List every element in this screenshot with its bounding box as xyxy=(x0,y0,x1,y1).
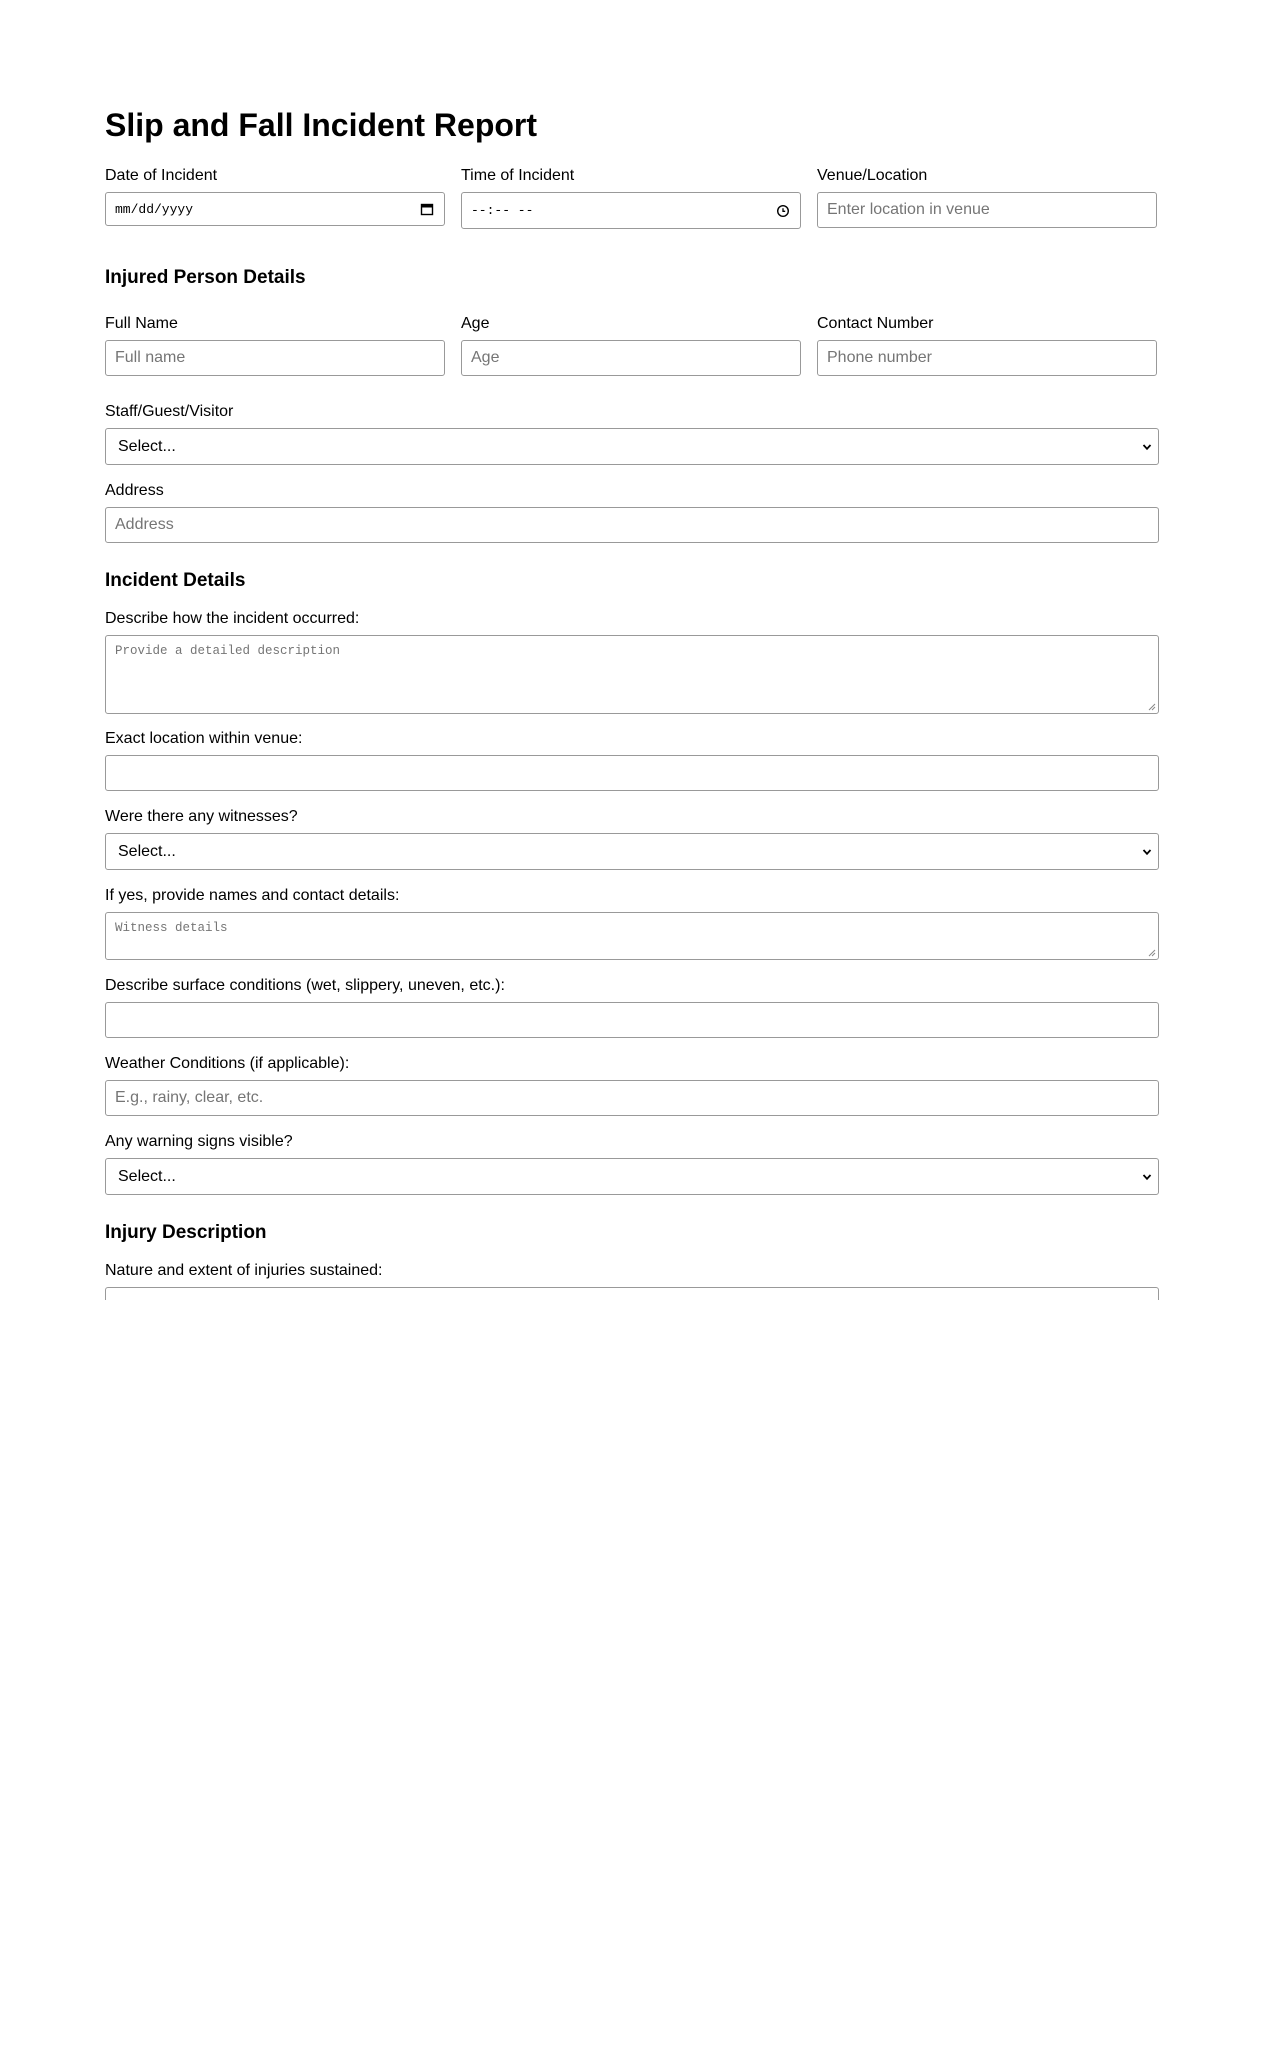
exact-location-label: Exact location within venue: xyxy=(105,730,303,747)
resize-grip-icon[interactable] xyxy=(1147,948,1156,957)
weather-input[interactable] xyxy=(105,1080,1159,1116)
injury-heading: Injury Description xyxy=(105,1222,267,1243)
injury-nature-label: Nature and extent of injuries sustained: xyxy=(105,1262,383,1279)
witnesses-select[interactable] xyxy=(105,833,1159,870)
witnesses-selected-value: Select... xyxy=(118,842,176,860)
witness-details-textarea[interactable] xyxy=(105,912,1159,960)
venue-group xyxy=(817,166,1157,229)
age-label: Age xyxy=(461,315,490,332)
contact-number-input[interactable] xyxy=(817,340,1157,376)
calendar-icon[interactable] xyxy=(419,201,435,217)
injury-nature-textarea[interactable] xyxy=(105,1287,1159,1300)
incident-heading: Incident Details xyxy=(105,570,246,591)
signs-selected-value: Select... xyxy=(118,1167,176,1185)
name-group xyxy=(105,314,445,376)
date-label: Date of Incident xyxy=(105,167,218,184)
signs-label: Any warning signs visible? xyxy=(105,1133,293,1150)
incident-basic-row xyxy=(105,166,1159,229)
age-group xyxy=(461,314,801,376)
witness-details-placeholder: Witness details xyxy=(115,921,228,935)
clock-icon[interactable] xyxy=(775,203,791,219)
time-input[interactable] xyxy=(461,192,801,229)
person-row xyxy=(105,314,1159,376)
name-label: Full Name xyxy=(105,315,178,332)
contact-group xyxy=(817,314,1157,376)
role-label: Staff/Guest/Visitor xyxy=(105,403,234,420)
address-input[interactable] xyxy=(105,507,1159,543)
warning-signs-select[interactable] xyxy=(105,1158,1159,1195)
address-label: Address xyxy=(105,482,164,499)
date-group xyxy=(105,166,445,229)
witnesses-label: Were there any witnesses? xyxy=(105,808,298,825)
surface-label: Describe surface conditions (wet, slippery, uneven, etc.): xyxy=(105,977,505,994)
resize-grip-icon[interactable] xyxy=(1147,702,1156,711)
date-input[interactable] xyxy=(105,192,445,226)
age-input[interactable] xyxy=(461,340,801,376)
time-placeholder: --:-- -- xyxy=(471,203,534,218)
date-placeholder: mm/dd/yyyy xyxy=(115,201,194,217)
full-name-input[interactable] xyxy=(105,340,445,376)
venue-input[interactable] xyxy=(817,192,1157,228)
weather-label: Weather Conditions (if applicable): xyxy=(105,1055,350,1072)
role-select[interactable] xyxy=(105,428,1159,465)
venue-label: Venue/Location xyxy=(817,167,928,184)
describe-placeholder: Provide a detailed description xyxy=(115,644,341,658)
time-label: Time of Incident xyxy=(461,167,575,184)
exact-location-input[interactable] xyxy=(105,755,1159,791)
chevron-down-icon xyxy=(1140,845,1154,859)
contact-label: Contact Number xyxy=(817,315,934,332)
describe-label: Describe how the incident occurred: xyxy=(105,610,360,627)
witness-details-label: If yes, provide names and contact details: xyxy=(105,887,400,904)
time-group xyxy=(461,166,801,229)
incident-description-textarea[interactable] xyxy=(105,635,1159,714)
incident-report-form xyxy=(105,100,1159,1300)
role-selected-value: Select... xyxy=(118,437,176,455)
chevron-down-icon xyxy=(1140,440,1154,454)
surface-conditions-input[interactable] xyxy=(105,1002,1159,1038)
person-heading: Injured Person Details xyxy=(105,267,306,288)
chevron-down-icon xyxy=(1140,1170,1154,1184)
page-title: Slip and Fall Incident Report xyxy=(105,107,538,143)
